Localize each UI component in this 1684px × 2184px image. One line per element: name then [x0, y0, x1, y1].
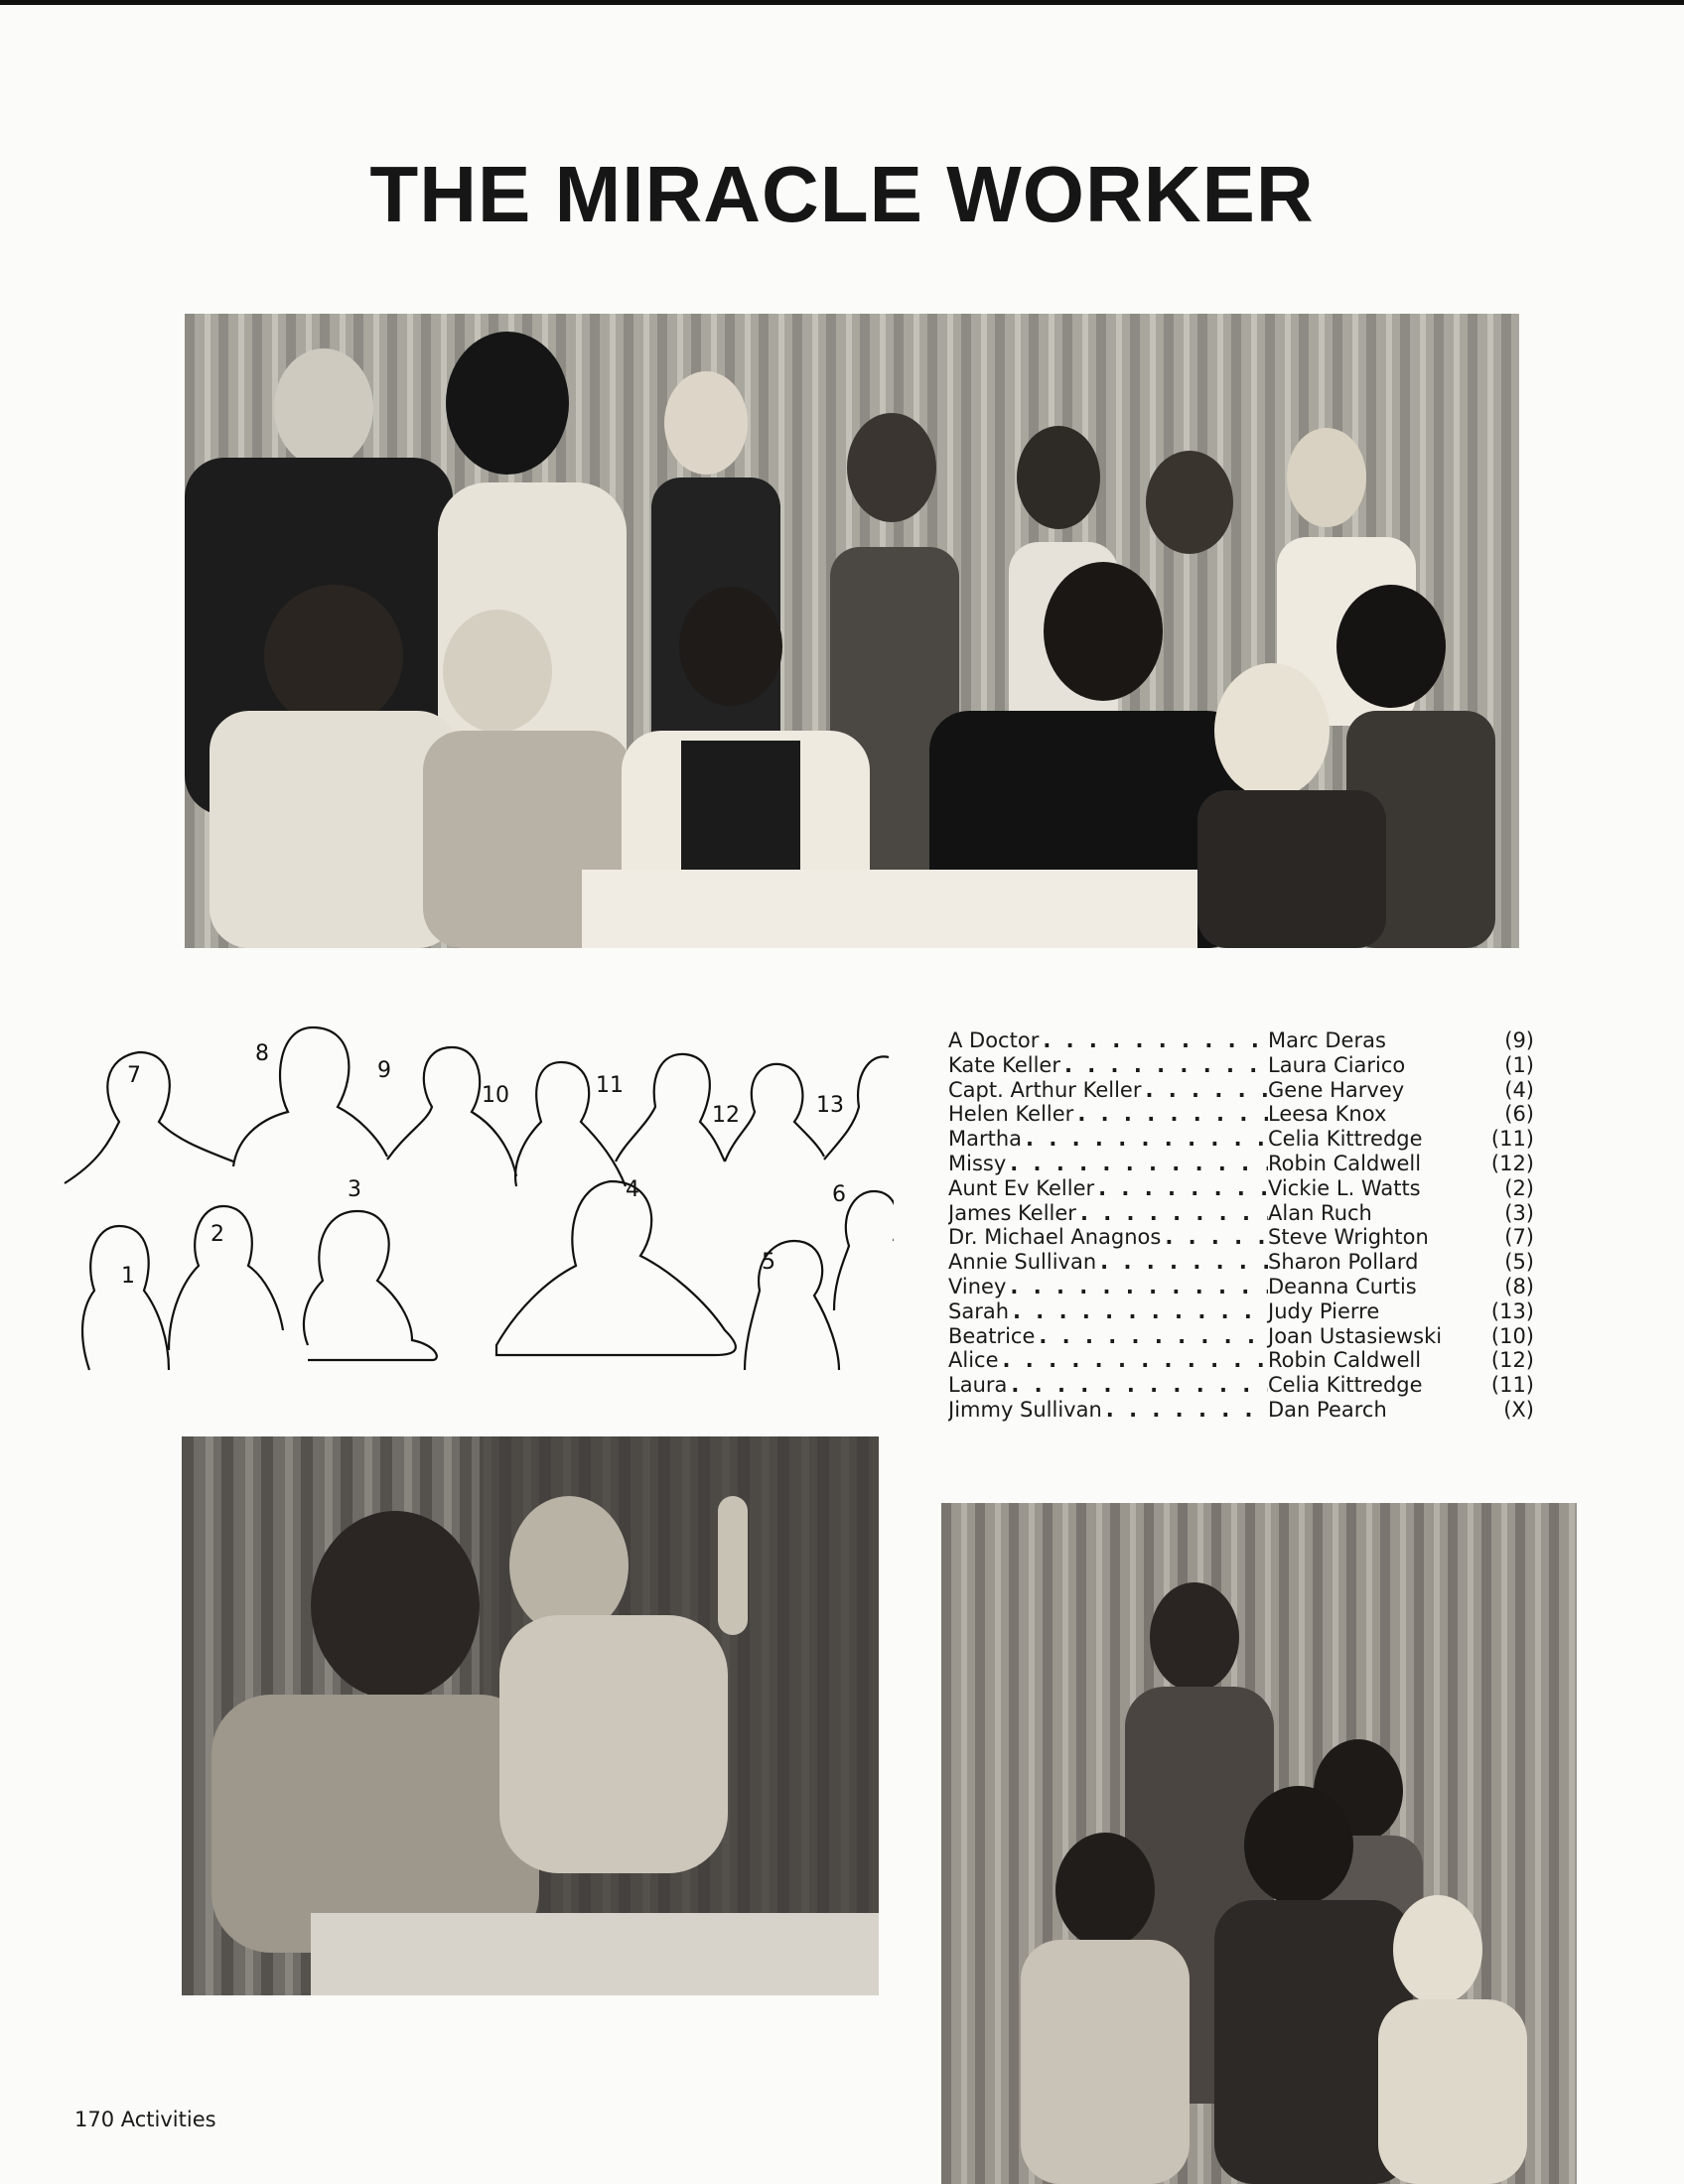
silhouette-2: [169, 1206, 283, 1350]
cast-row: [948, 1225, 1534, 1250]
key-number-4: 4: [626, 1177, 639, 1202]
actor-name: Marc Deras: [1268, 1028, 1386, 1052]
role-cell: [948, 1078, 1268, 1103]
cast-row: [948, 1102, 1534, 1127]
dot-leader: [1006, 1152, 1268, 1176]
key-number-11: 11: [596, 1073, 624, 1098]
actor-name: Celia Kittredge: [1268, 1127, 1423, 1152]
role-name: Martha: [948, 1127, 1023, 1152]
key-number-ref: (12): [1490, 1348, 1534, 1373]
key-number-6: 6: [832, 1182, 846, 1207]
cast-row: [948, 1152, 1534, 1176]
key-number-7: 7: [127, 1063, 141, 1088]
cast-row: [948, 1250, 1534, 1275]
cast-row: [948, 1299, 1534, 1324]
page-footer: 170 Activities: [74, 2108, 216, 2131]
cast-row: [948, 1078, 1534, 1103]
role-name: Alice: [948, 1348, 999, 1373]
actor-name: Steve Wrighton: [1268, 1225, 1429, 1250]
key-number-ref: (9): [1504, 1028, 1534, 1052]
role-name: Missy: [948, 1151, 1007, 1175]
role-cell: [948, 1299, 1268, 1324]
role-cell: [948, 1176, 1268, 1201]
key-number-ref: (1): [1504, 1052, 1534, 1077]
role-name: Aunt Ev Keller: [948, 1175, 1095, 1200]
dot-leader: [1102, 1398, 1268, 1423]
role-name: Annie Sullivan: [948, 1250, 1097, 1275]
role-cell: [948, 1127, 1268, 1152]
silhouette-3: [304, 1211, 437, 1360]
role-name: James Keller: [948, 1200, 1076, 1225]
cast-row: [948, 1176, 1534, 1201]
actor-name: Sharon Pollard: [1268, 1250, 1419, 1275]
silhouette-12: [725, 1064, 824, 1161]
key-number-2: 2: [210, 1222, 224, 1247]
role-cell: [948, 1152, 1268, 1176]
key-number-12: 12: [712, 1103, 740, 1128]
silhouette-5: [745, 1241, 839, 1370]
role-name: Helen Keller: [948, 1102, 1074, 1127]
dot-leader: [1035, 1324, 1268, 1349]
cast-row: [948, 1324, 1534, 1349]
role-cell: [948, 1225, 1268, 1250]
key-number-10: 10: [482, 1083, 509, 1108]
role-name: Capt. Arthur Keller: [948, 1077, 1142, 1102]
role-cell: [948, 1250, 1268, 1275]
cast-row: [948, 1028, 1534, 1053]
role-name: Laura: [948, 1373, 1008, 1398]
cast-key-diagram: [60, 1013, 894, 1390]
page-top-border: [0, 0, 1684, 5]
role-cell: [948, 1324, 1268, 1349]
dot-leader: [1007, 1373, 1268, 1398]
key-number-3: 3: [348, 1177, 361, 1202]
rehearsal-photo-left: [182, 1436, 879, 1995]
cast-row: [948, 1275, 1534, 1299]
role-cell: [948, 1275, 1268, 1299]
dot-leader: [1141, 1078, 1268, 1103]
key-number-ref: (11): [1490, 1127, 1534, 1152]
key-number-ref: (3): [1504, 1200, 1534, 1225]
actor-name: Vickie L. Watts: [1268, 1175, 1421, 1200]
actor-name: Robin Caldwell: [1268, 1348, 1422, 1373]
role-cell: [948, 1102, 1268, 1127]
cast-row: [948, 1201, 1534, 1226]
actor-name: Judy Pierre: [1268, 1298, 1380, 1323]
cast-row: [948, 1373, 1534, 1398]
key-number-ref: (X): [1503, 1397, 1534, 1422]
role-name: Sarah: [948, 1298, 1010, 1323]
cast-row: [948, 1053, 1534, 1078]
role-name: Kate Keller: [948, 1052, 1060, 1077]
key-number-ref: (11): [1490, 1373, 1534, 1398]
dot-leader: [1060, 1053, 1268, 1078]
role-cell: [948, 1201, 1268, 1226]
key-number-5: 5: [762, 1250, 775, 1275]
dot-leader: [1006, 1275, 1268, 1299]
key-number-ref: (5): [1504, 1250, 1534, 1275]
key-number-9: 9: [377, 1058, 391, 1083]
silhouette-1: [82, 1226, 169, 1370]
scene-photo-right: [941, 1503, 1577, 2184]
role-cell: [948, 1373, 1268, 1398]
key-number-ref: (8): [1504, 1274, 1534, 1298]
key-number-1: 1: [121, 1264, 135, 1289]
key-number-ref: (13): [1490, 1298, 1534, 1323]
cast-row: [948, 1398, 1534, 1423]
dot-leader: [1076, 1201, 1268, 1226]
role-cell: [948, 1053, 1268, 1078]
dot-leader: [999, 1348, 1268, 1373]
role-cell: [948, 1348, 1268, 1373]
key-number-ref: (7): [1504, 1225, 1534, 1250]
role-name: A Doctor: [948, 1028, 1040, 1052]
actor-name: Gene Harvey: [1268, 1077, 1405, 1102]
role-name: Viney: [948, 1274, 1007, 1298]
actor-name: Robin Caldwell: [1268, 1151, 1422, 1175]
page-title: THE MIRACLE WORKER: [369, 150, 1315, 238]
dot-leader: [1022, 1127, 1268, 1152]
silhouette-11: [616, 1054, 725, 1161]
key-number-ref: (2): [1504, 1175, 1534, 1200]
cast-list: [948, 1028, 1534, 1423]
role-cell: [948, 1398, 1268, 1423]
actor-name: Leesa Knox: [1268, 1102, 1387, 1127]
actor-name: Laura Ciarico: [1268, 1052, 1406, 1077]
actor-name: Dan Pearch: [1268, 1397, 1387, 1422]
cast-row: [948, 1348, 1534, 1373]
dot-leader: [1073, 1102, 1268, 1127]
key-number-ref: (6): [1504, 1102, 1534, 1127]
cast-row: [948, 1127, 1534, 1152]
silhouette-4: [496, 1181, 736, 1355]
dot-leader: [1094, 1176, 1268, 1201]
key-number-8: 8: [255, 1041, 269, 1066]
role-cell: [948, 1028, 1268, 1053]
role-name: Jimmy Sullivan: [948, 1397, 1102, 1422]
silhouette-6: [834, 1191, 894, 1310]
actor-name: Alan Ruch: [1268, 1200, 1372, 1225]
key-number-ref: (12): [1490, 1151, 1534, 1175]
dot-leader: [1039, 1028, 1268, 1053]
cast-group-photo: [185, 314, 1519, 948]
key-number-ref: (10): [1490, 1323, 1534, 1348]
silhouette-9: [387, 1047, 516, 1176]
key-number-13: 13: [816, 1093, 844, 1118]
actor-name: Celia Kittredge: [1268, 1373, 1423, 1398]
actor-name: Joan Ustasiewski: [1268, 1323, 1443, 1348]
role-name: Dr. Michael Anagnos: [948, 1225, 1162, 1250]
dot-leader: [1096, 1250, 1268, 1275]
silhouette-7: [65, 1052, 233, 1183]
dot-leader: [1009, 1299, 1268, 1324]
role-name: Beatrice: [948, 1323, 1036, 1348]
actor-name: Deanna Curtis: [1268, 1274, 1417, 1298]
dot-leader: [1161, 1225, 1268, 1250]
key-number-labels: [121, 1041, 846, 1289]
key-number-ref: (4): [1504, 1077, 1534, 1102]
